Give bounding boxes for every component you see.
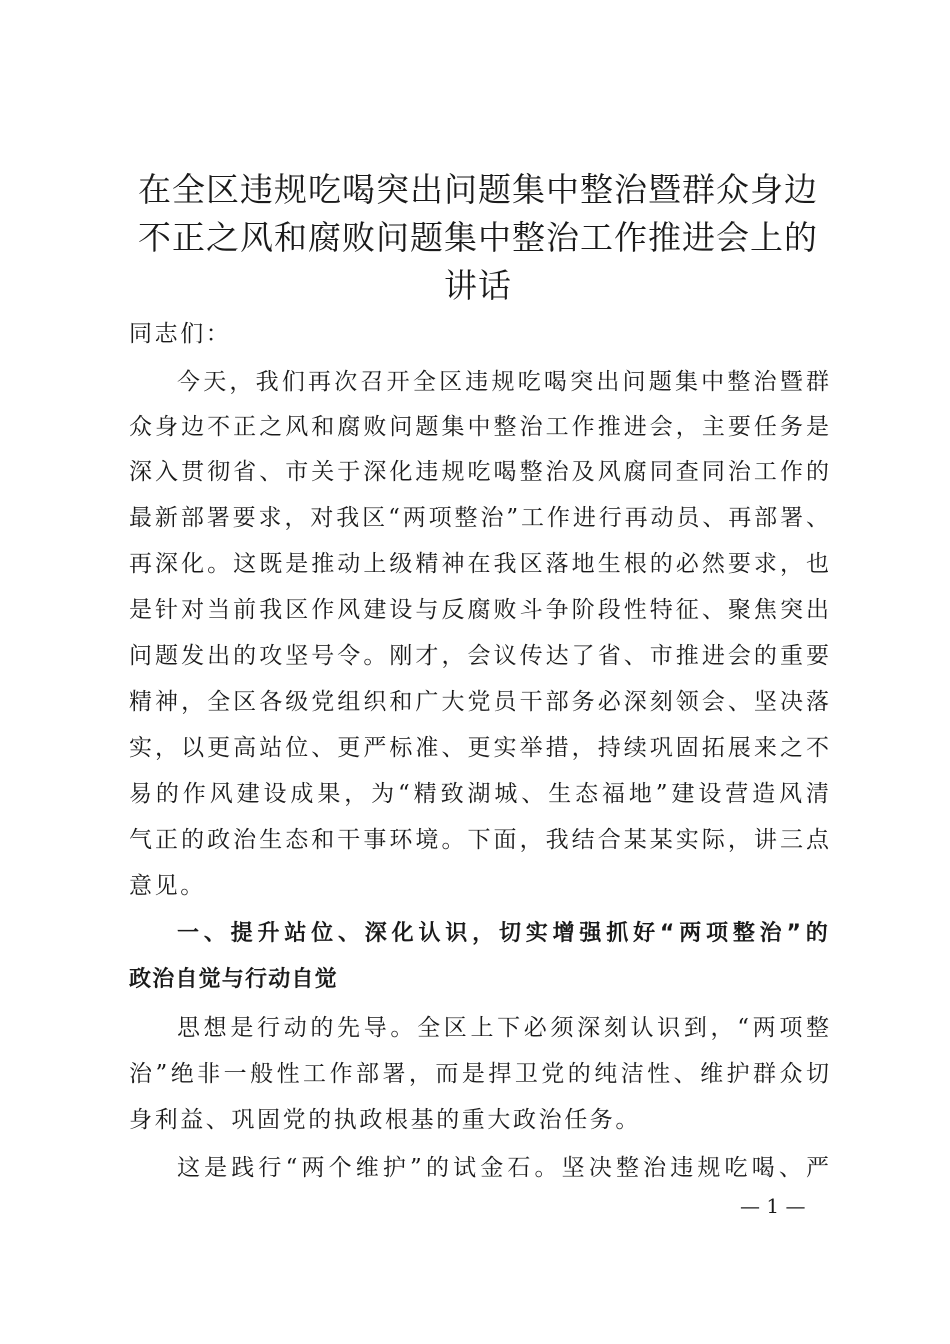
paragraph-line: 问题发出的攻坚号令。刚才，会议传达了省、市推进会的重要 — [129, 643, 829, 669]
title-line: 在全区违规吃喝突出问题集中整治暨群众身边 — [138, 170, 818, 209]
paragraph-line: 身利益、巩固党的执政根基的重大政治任务。 — [129, 1107, 641, 1133]
paragraph-line: 深入贯彻省、市关于深化违规吃喝整治及风腐同查同治工作的 — [129, 459, 829, 485]
salutation: 同志们： — [129, 321, 232, 347]
paragraph-line: 最新部署要求，对我区“两项整治”工作进行再动员、再部署、 — [129, 505, 829, 531]
paragraph-line: 意见。 — [129, 873, 206, 899]
title-line: 讲话 — [444, 266, 512, 305]
paragraph-line: 治”绝非一般性工作部署，而是捍卫党的纯洁性、维护群众切 — [129, 1061, 829, 1087]
paragraph-line: 精神，全区各级党组织和广大党员干部务必深刻领会、坚决落 — [129, 689, 829, 715]
title-line: 不正之风和腐败问题集中整治工作推进会上的 — [138, 218, 818, 257]
paragraph-line: 再深化。这既是推动上级精神在我区落地生根的必然要求，也 — [129, 551, 829, 577]
section-heading-line: 一、提升站位、深化认识，切实增强抓好“两项整治”的 — [177, 921, 829, 946]
paragraph-line: 实，以更高站位、更严标准、更实举措，持续巩固拓展来之不 — [129, 735, 829, 761]
paragraph-line: 众身边不正之风和腐败问题集中整治工作推进会，主要任务是 — [129, 414, 829, 440]
document-title — [120, 166, 836, 310]
paragraph-line: 今天，我们再次召开全区违规吃喝突出问题集中整治暨群 — [177, 369, 829, 395]
section-heading-line: 政治自觉与行动自觉 — [129, 967, 338, 992]
paragraph-line: 这是践行“两个维护”的试金石。坚决整治违规吃喝、严 — [177, 1155, 829, 1181]
paragraph-line: 气正的政治生态和干事环境。下面，我结合某某实际，讲三点 — [129, 827, 829, 853]
paragraph-line: 思想是行动的先导。全区上下必须深刻认识到，“两项整 — [177, 1015, 829, 1041]
paragraph-line: 易的作风建设成果，为“精致湖城、生态福地”建设营造风清 — [129, 781, 829, 807]
page-number: — 1 — — [740, 1194, 806, 1218]
paragraph-line: 是针对当前我区作风建设与反腐败斗争阶段性特征、聚焦突出 — [129, 597, 829, 623]
